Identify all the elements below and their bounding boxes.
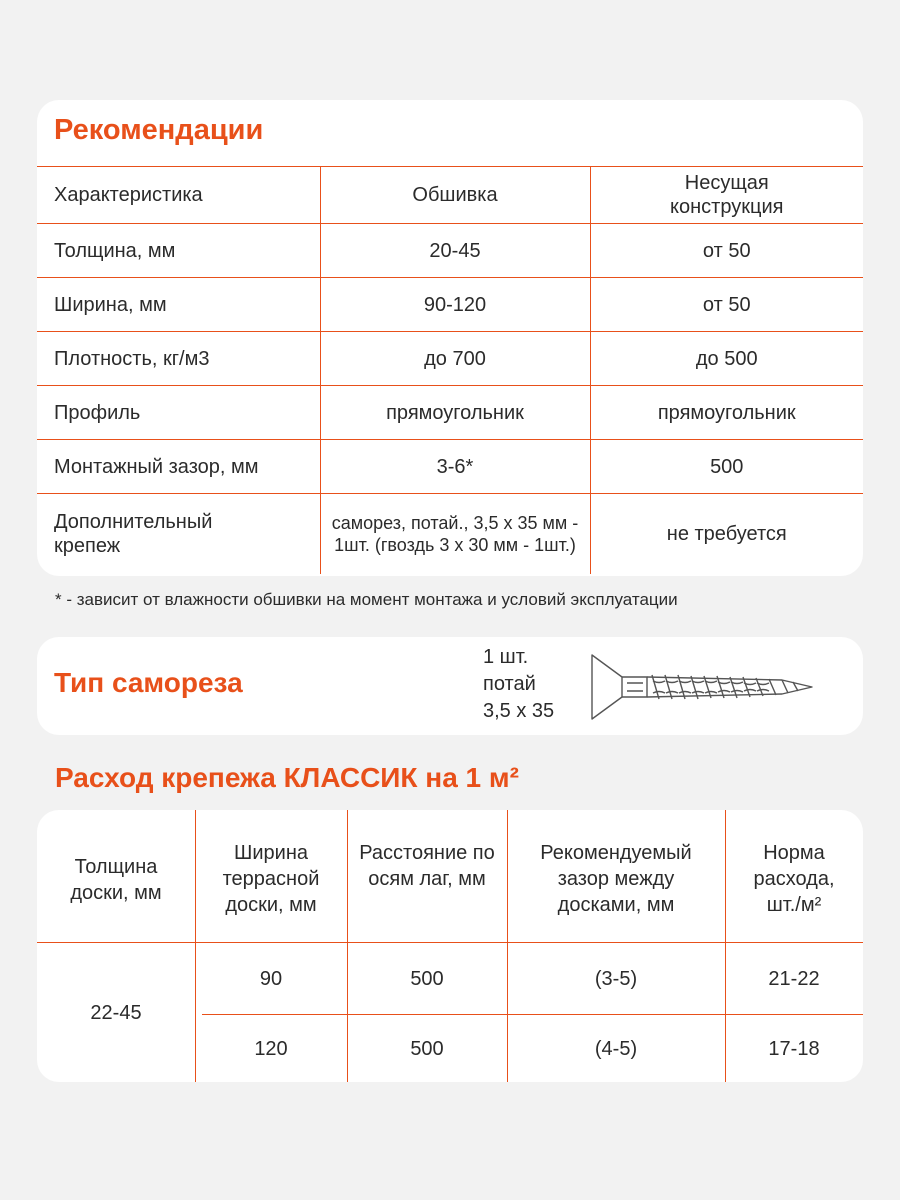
row-cladding-value: 3-6* (320, 440, 590, 494)
table-row (37, 278, 863, 332)
row-label: Ширина, мм (37, 278, 320, 332)
row-cladding-value: прямоугольник (320, 386, 590, 440)
header-cladding: Обшивка (320, 167, 590, 224)
row-width-value: 120 (254, 1037, 288, 1060)
consumption-title: Расход крепежа КЛАССИК на 1 м² (55, 762, 519, 793)
table-row (37, 332, 863, 386)
header-distance-label: Расстояние по осям лаг, мм (359, 842, 495, 890)
row-label: Толщина, мм (37, 224, 320, 278)
row-label-text: Дополнительный крепеж (54, 511, 213, 557)
screw-head-type: потай (483, 673, 536, 695)
header-gap-label: Рекомендуемый зазор между досками, мм (540, 842, 692, 916)
header-norm-label: Норма расхода, шт./м² (753, 842, 835, 916)
row-structure-value: прямоугольник (590, 386, 863, 440)
recommendations-title: Рекомендации (54, 114, 264, 146)
row-cladding-value-text: саморез, потай., 3,5 х 35 мм - 1шт. (гвоздь 3 х 30 мм - 1шт.) (331, 513, 579, 555)
header-norm (725, 840, 863, 948)
row-gap-value: (4-5) (594, 1037, 638, 1060)
table-row (37, 440, 863, 494)
header-width-label: Ширина террасной доски, мм (222, 842, 320, 916)
row-distance-value: 500 (410, 967, 444, 990)
row-cladding-value: 90-120 (320, 278, 590, 332)
header-load-bearing-label: Несущая конструкция (670, 172, 784, 218)
row-label: Профиль (37, 386, 320, 440)
row-structure-value: от 50 (590, 278, 863, 332)
row-structure-value: не требуется (590, 494, 863, 575)
table-row (37, 386, 863, 440)
recommendations-card (37, 100, 863, 576)
screw-type-card (37, 637, 863, 735)
row-label (37, 494, 320, 575)
header-distance (347, 840, 507, 948)
table-row (37, 224, 863, 278)
table-header-row (37, 167, 863, 224)
row-structure-value: до 500 (590, 332, 863, 386)
header-thickness-label: Толщина доски, мм (70, 856, 162, 904)
screw-quantity: 1 шт. (483, 646, 529, 668)
header-gap (507, 840, 725, 948)
row-cladding-value (320, 494, 590, 575)
row-distance-value: 500 (410, 1037, 444, 1060)
header-characteristic: Характеристика (37, 167, 320, 224)
row-structure-value: от 50 (590, 224, 863, 278)
screw-icon (587, 647, 817, 727)
row-width-value: 90 (259, 967, 283, 990)
row-cladding-value: 20-45 (320, 224, 590, 278)
consumption-card (37, 810, 863, 1082)
row-cladding-value: до 700 (320, 332, 590, 386)
row-label: Монтажный зазор, мм (37, 440, 320, 494)
recommendations-table (37, 166, 863, 574)
header-load-bearing (590, 167, 863, 224)
row-label: Плотность, кг/м3 (37, 332, 320, 386)
thickness-value: 22-45 (90, 1001, 142, 1024)
header-thickness (37, 840, 195, 920)
row-structure-value: 500 (590, 440, 863, 494)
screw-spec (483, 644, 554, 725)
row-gap-value: (3-5) (594, 967, 638, 990)
header-width (195, 840, 347, 948)
screw-type-title: Тип самореза (54, 667, 243, 698)
screw-size: 3,5 х 35 (483, 700, 555, 722)
table-row (37, 494, 863, 575)
footnote: * - зависит от влажности обшивки на момент монтажа и условий эксплуатации (55, 590, 678, 609)
row-norm-value: 21-22 (768, 967, 820, 990)
row-norm-value: 17-18 (768, 1037, 820, 1060)
